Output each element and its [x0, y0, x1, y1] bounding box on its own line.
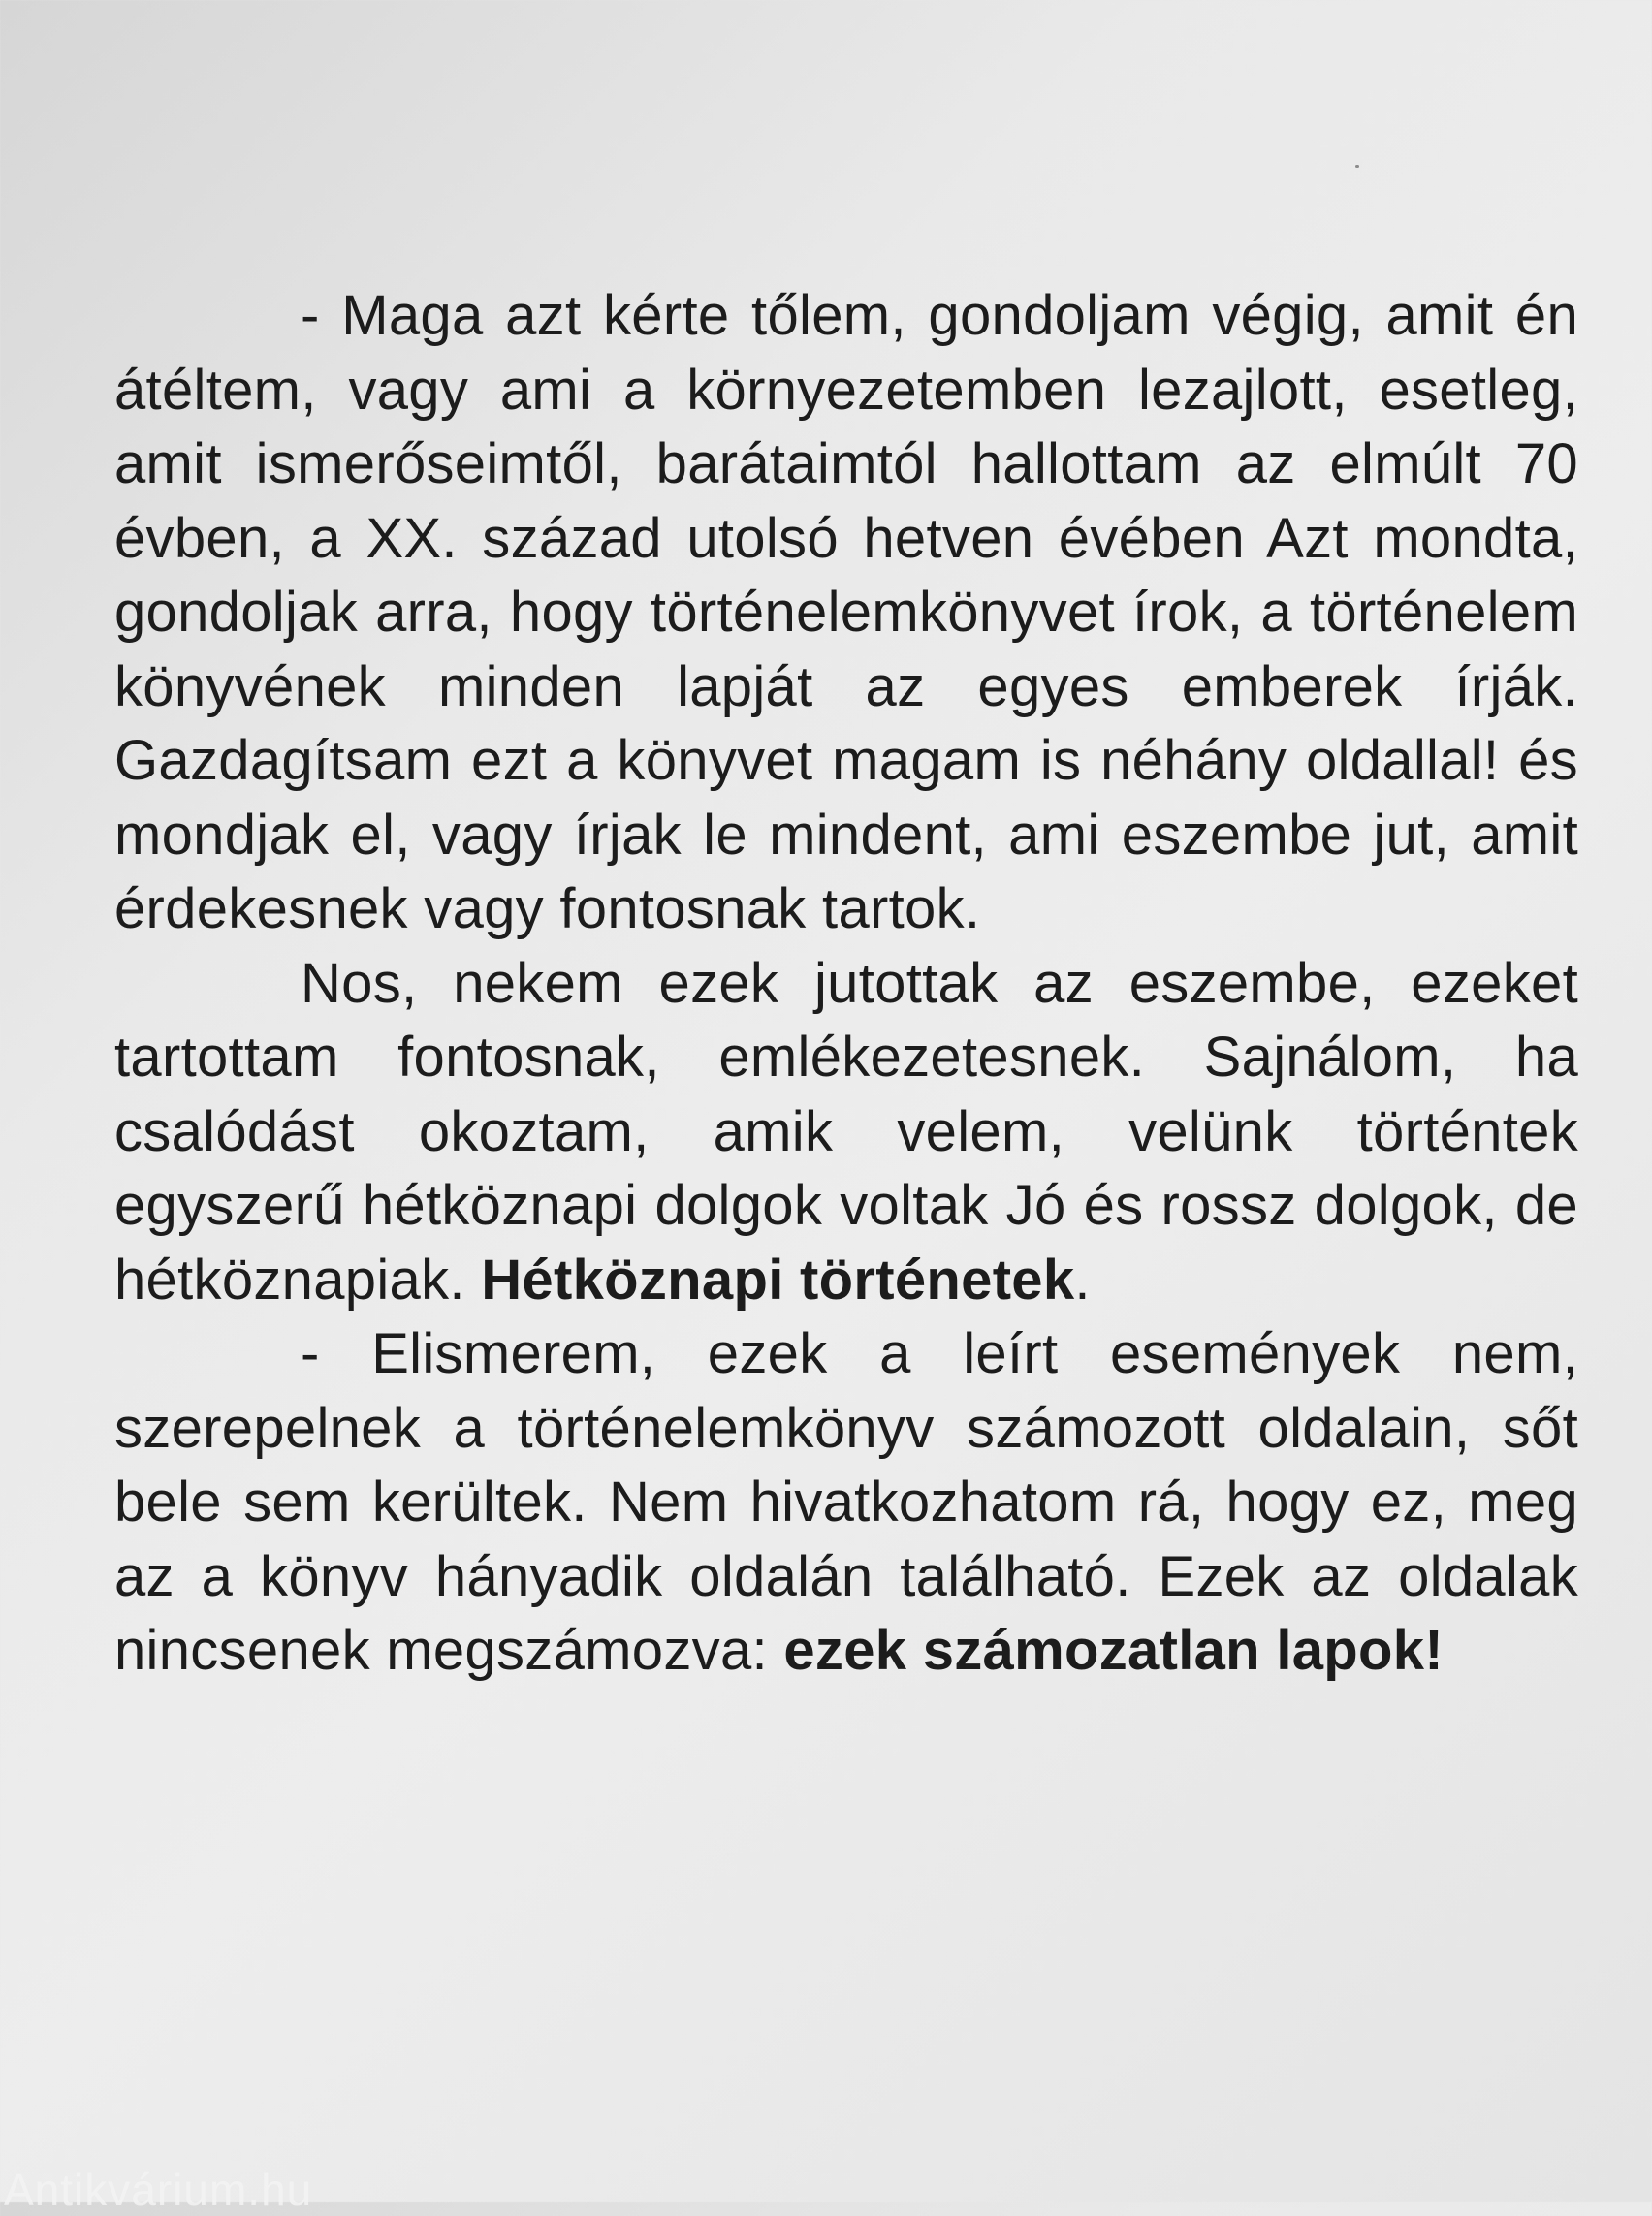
paragraph-3-bold: ezek számozatlan lapok!	[783, 1619, 1444, 1682]
paragraph-2-bold: Hétköznapi történetek	[481, 1248, 1075, 1312]
paragraph-1-text: - Maga azt kérte tőlem, gondoljam végig, amit én átéltem, vagy ami a környezetemben lezajlott, esetleg, amit ismerőseimtől, barátaimtól hallottam az elmúlt 70 évben, a XX. század utolsó hetven évében Azt mondta, gondoljak arra, hogy történelemkönyvet írok, a történelem könyvének minden lapját az egyes emberek írják. Gazdagítsam ezt a könyvet magam is néhány oldallal! és mondjak el, vagy írjak le mindent, ami eszembe jut, amit érdekesnek vagy fontosnak tartok.	[114, 284, 1578, 940]
paragraph-3-text: - Elismerem, ezek a leírt események nem, szerepelnek a történelemkönyv számozott oldalain, sőt bele sem kerültek. Nem hivatkozhatom rá, hogy ez, meg az a könyv hányadik oldalán található. Ezek az oldalak nincsenek megszámozva:	[114, 1322, 1578, 1682]
paragraph-2	[114, 947, 1578, 1318]
body-text	[114, 279, 1578, 1689]
paper-speck	[1355, 165, 1359, 168]
paragraph-2-after: .	[1074, 1248, 1091, 1312]
watermark: Antikvárium.hu	[4, 2165, 313, 2215]
paragraph-1	[114, 279, 1578, 947]
paragraph-3	[114, 1317, 1578, 1689]
paragraph-2-text: Nos, nekem ezek jutottak az eszembe, ezeket tartottam fontosnak, emlékezetesnek. Sajnálom, ha csalódást okoztam, amik velem, velünk történtek egyszerű hétköznapi dolgok voltak Jó és rossz dolgok, de hétköznapiak.	[114, 951, 1578, 1312]
